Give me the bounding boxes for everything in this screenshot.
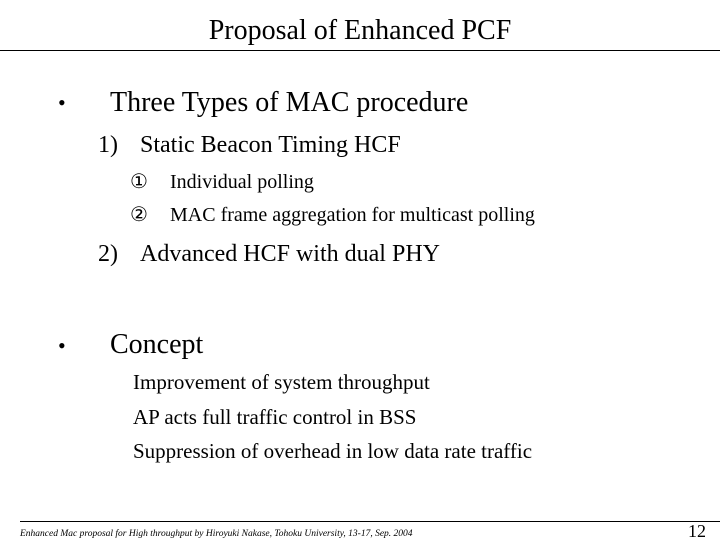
section-heading-mac-procedure: Three Types of MAC procedure [110, 87, 469, 118]
section-heading-concept: Concept [110, 329, 204, 360]
title-divider [0, 50, 720, 51]
bullet-icon: • [58, 333, 66, 358]
concept-line: Improvement of system throughput [133, 370, 430, 394]
list-item-label: Advanced HCF with dual PHY [140, 241, 440, 267]
sub-list-item [130, 169, 314, 195]
concept-line: AP acts full traffic control in BSS [133, 405, 417, 429]
sub-list-item-label: MAC frame aggregation for multicast polling [170, 204, 535, 226]
concept-line: Suppression of overhead in low data rate traffic [133, 439, 533, 463]
list-item-number: 2) [98, 241, 118, 267]
footer-divider [20, 521, 720, 522]
circled-number: ② [130, 204, 148, 226]
list-item [98, 130, 401, 160]
slide-title: Proposal of Enhanced PCF [208, 15, 512, 46]
circled-number: ① [130, 171, 148, 193]
footer-text: Enhanced Mac proposal for High throughput by Hiroyuki Nakase, Tohoku University, 13-17, Sep. 2004 [20, 529, 413, 539]
bullet-icon: • [58, 90, 66, 115]
list-item [98, 239, 440, 269]
list-item-number: 1) [98, 132, 118, 158]
sub-list-item-label: Individual polling [170, 171, 314, 193]
list-item-label: Static Beacon Timing HCF [140, 132, 401, 158]
page-number: 12 [688, 521, 706, 541]
sub-list-item [130, 202, 535, 228]
